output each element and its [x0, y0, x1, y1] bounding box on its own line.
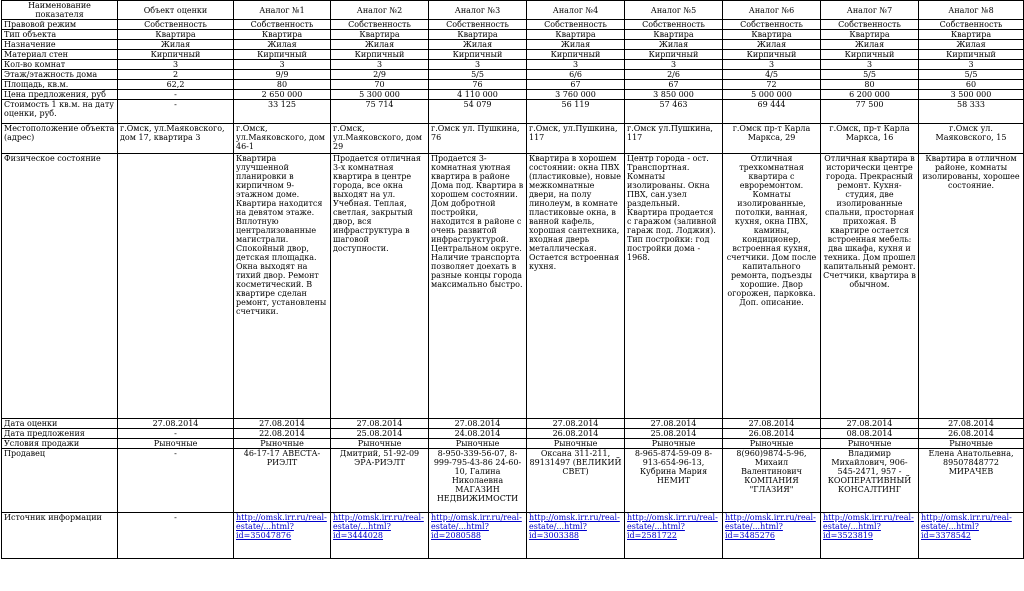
source-link[interactable]: http://omsk.irr.ru/real-estate/...html?id=35047876	[236, 513, 327, 540]
table-cell: Кирпичный	[821, 50, 919, 60]
table-cell: Собственность	[429, 20, 527, 30]
column-header: Аналог №2	[331, 1, 429, 20]
table-cell: Рыночные	[234, 439, 331, 449]
table-cell: Квартира	[234, 30, 331, 40]
table-cell: Квартира	[527, 30, 625, 40]
table-cell: Жилая	[118, 40, 234, 50]
row-label: Продавец	[2, 449, 118, 513]
condition-cell: Отличная трехкомнатная квартира с евроремонтом. Комнаты изолированные, потолки, ванная, кухня, окна ПВХ, камины, кондиционер, встроенная кухня, счетчики. Дом после капитального ремонта, подъезды хорошие. Двор огорожен, парковка. Доп. описание.	[723, 154, 821, 419]
address-cell: г.Омск ул. Маяковского, 15	[919, 124, 1024, 154]
table-cell: Рыночные	[821, 439, 919, 449]
table-cell: 22.08.2014	[234, 429, 331, 439]
table-cell: 58 333	[919, 100, 1024, 124]
table-cell: Кирпичный	[118, 50, 234, 60]
table-cell: -	[118, 100, 234, 124]
seller-cell: Оксана 311-211, 89131497 (ВЕЛИКИЙ СВЕТ)	[527, 449, 625, 513]
table-cell: 56 119	[527, 100, 625, 124]
address-cell: г.Омск, ул.Пушкина, 117	[527, 124, 625, 154]
seller-cell: 8-965-874-59-09 8-913-654-96-13, Кубрина Мария НЕМИТ	[625, 449, 723, 513]
table-cell: 27.08.2014	[118, 419, 234, 429]
column-header: Аналог №8	[919, 1, 1024, 20]
table-cell: 3	[429, 60, 527, 70]
table-cell: Собственность	[723, 20, 821, 30]
row-label: Дата оценки	[2, 419, 118, 429]
source-link[interactable]: http://omsk.irr.ru/real-estate/...html?id=3444028	[333, 513, 424, 540]
table-cell: 5 000 000	[723, 90, 821, 100]
row-label: Дата предложения	[2, 429, 118, 439]
table-cell: 5 300 000	[331, 90, 429, 100]
table-cell: Квартира	[429, 30, 527, 40]
table-cell: 26.08.2014	[919, 429, 1024, 439]
table-cell: 69 444	[723, 100, 821, 124]
address-cell: г.Омск ул.Пушкина, 117	[625, 124, 723, 154]
table-cell: 27.08.2014	[821, 419, 919, 429]
header-row	[2, 1, 1024, 20]
table-cell: 3 500 000	[919, 90, 1024, 100]
table-cell: Жилая	[821, 40, 919, 50]
table-cell: 75 714	[331, 100, 429, 124]
table-cell: Рыночные	[331, 439, 429, 449]
seller-cell: Владимир Михайлович, 906-545-2471, 957 - КООПЕРАТИВНЫЙ КОНСАЛТИНГ	[821, 449, 919, 513]
address-cell: г.Омск, ул.Маяковского, дом 46-1	[234, 124, 331, 154]
source-cell: -	[118, 513, 234, 559]
table-row	[2, 60, 1024, 70]
table-cell: Жилая	[625, 40, 723, 50]
table-cell: 27.08.2014	[527, 419, 625, 429]
table-cell: 27.08.2014	[723, 419, 821, 429]
table-cell: Рыночные	[527, 439, 625, 449]
table-cell: 76	[429, 80, 527, 90]
table-cell: Рыночные	[723, 439, 821, 449]
table-cell: 5/5	[429, 70, 527, 80]
table-cell: 80	[821, 80, 919, 90]
table-row	[2, 50, 1024, 60]
source-link[interactable]: http://omsk.irr.ru/real-estate/...html?id=3485276	[725, 513, 816, 540]
table-cell: 6 200 000	[821, 90, 919, 100]
table-cell: 3	[234, 60, 331, 70]
table-cell: Рыночные	[118, 439, 234, 449]
table-cell: 3	[331, 60, 429, 70]
row-label: Цена предложения, руб	[2, 90, 118, 100]
row-label: Стоимость 1 кв.м. на дату оценки, руб.	[2, 100, 118, 124]
table-cell: 77 500	[821, 100, 919, 124]
table-cell: 27.08.2014	[234, 419, 331, 429]
table-row	[2, 90, 1024, 100]
table-cell: 60	[919, 80, 1024, 90]
address-cell: г.Омск, ул.Маяковского, дом 29	[331, 124, 429, 154]
table-cell: Кирпичный	[527, 50, 625, 60]
source-link[interactable]: http://omsk.irr.ru/real-estate/...html?id=3003388	[529, 513, 620, 540]
table-cell: Кирпичный	[331, 50, 429, 60]
column-header: Объект оценки	[118, 1, 234, 20]
source-link[interactable]: http://omsk.irr.ru/real-estate/...html?id=2080588	[431, 513, 522, 540]
table-cell: 27.08.2014	[331, 419, 429, 429]
table-cell: Рыночные	[429, 439, 527, 449]
table-row	[2, 30, 1024, 40]
table-cell: 57 463	[625, 100, 723, 124]
address-cell: г.Омск пр-т Карла Маркса, 29	[723, 124, 821, 154]
address-cell: г.Омск, пр-т Карла Маркса, 16	[821, 124, 919, 154]
row-label: Кол-во комнат	[2, 60, 118, 70]
row-label: Площадь, кв.м.	[2, 80, 118, 90]
seller-cell: 8(960)9874-5-96, Михаил Валентинович КОМПАНИЯ "ГЛАЗИЯ"	[723, 449, 821, 513]
table-cell: Жилая	[234, 40, 331, 50]
table-cell: Кирпичный	[234, 50, 331, 60]
table-cell: 3	[625, 60, 723, 70]
table-cell: Собственность	[234, 20, 331, 30]
table-cell: 3	[118, 60, 234, 70]
condition-cell: Квартира улучшенной планировки в кирпичном 9-этажном доме. Квартира находится на девятом этаже. Вплотную централизованные магистрали. Спокойный двор, детская площадка. Окна выходят на тихий двор. Ремонт косметический. В квартире сделан ремонт, установлены счетчики.	[234, 154, 331, 419]
table-cell: -	[118, 90, 234, 100]
table-cell: Жилая	[331, 40, 429, 50]
table-row	[2, 429, 1024, 439]
table-cell: 33 125	[234, 100, 331, 124]
source-link[interactable]: http://omsk.irr.ru/real-estate/...html?id=3378542	[921, 513, 1012, 540]
table-cell: 27.08.2014	[429, 419, 527, 429]
table-cell: 5/5	[821, 70, 919, 80]
table-cell: 26.08.2014	[527, 429, 625, 439]
row-label: Местоположение объекта (адрес)	[2, 124, 118, 154]
source-link[interactable]: http://omsk.irr.ru/real-estate/...html?id=3523819	[823, 513, 914, 540]
table-cell: 25.08.2014	[625, 429, 723, 439]
address-cell: г.Омск, ул.Маяковского, дом 17, квартира 3	[118, 124, 234, 154]
column-header: Аналог №3	[429, 1, 527, 20]
table-cell: Жилая	[919, 40, 1024, 50]
seller-cell: Елена Анатольевна, 89507848772 МИРАЧЕВ	[919, 449, 1024, 513]
table-cell: 3	[723, 60, 821, 70]
table-row	[2, 419, 1024, 429]
table-cell: Квартира	[723, 30, 821, 40]
row-label: Материал стен	[2, 50, 118, 60]
table-cell: Кирпичный	[429, 50, 527, 60]
table-cell: 5/5	[919, 70, 1024, 80]
condition-row	[2, 154, 1024, 419]
table-cell: Жилая	[723, 40, 821, 50]
condition-cell: Продается отличная 3-х комнатная квартира в центре города, все окна выходят на ул. Учебная. Теплая, светлая, закрытый двор, вся инфраструктура в шаговой доступности.	[331, 154, 429, 419]
table-cell: Жилая	[527, 40, 625, 50]
table-cell: 27.08.2014	[919, 419, 1024, 429]
table-cell: Квартира	[919, 30, 1024, 40]
table-cell: Собственность	[821, 20, 919, 30]
table-cell: 25.08.2014	[331, 429, 429, 439]
table-cell: 3	[527, 60, 625, 70]
seller-cell: 8-950-339-56-07, 8-999-795-43-86 24-60-10, Галина Николаевна МАГАЗИН НЕДВИЖИМОСТИ	[429, 449, 527, 513]
row-label: Этаж/этажность дома	[2, 70, 118, 80]
table-cell: Кирпичный	[919, 50, 1024, 60]
column-header: Аналог №7	[821, 1, 919, 20]
location-row	[2, 124, 1024, 154]
table-cell: 67	[625, 80, 723, 90]
table-cell: 2/6	[625, 70, 723, 80]
condition-cell: Квартира в отличном районе, комнаты изолированы, хорошее состояние.	[919, 154, 1024, 419]
table-cell: -	[118, 429, 234, 439]
column-header: Аналог №1	[234, 1, 331, 20]
row-label: Условия продажи	[2, 439, 118, 449]
column-header: Наименование показателя	[2, 1, 118, 20]
table-row	[2, 40, 1024, 50]
table-cell: 2 650 000	[234, 90, 331, 100]
seller-cell: Дмитрий, 51-92-09 ЭРА-РИЭЛТ	[331, 449, 429, 513]
table-cell: 27.08.2014	[625, 419, 723, 429]
table-cell: Квартира	[331, 30, 429, 40]
table-cell: Квартира	[821, 30, 919, 40]
table-row	[2, 70, 1024, 80]
column-header: Аналог №6	[723, 1, 821, 20]
table-cell: 4 110 000	[429, 90, 527, 100]
row-label: Физическое состояние	[2, 154, 118, 419]
table-row	[2, 20, 1024, 30]
table-cell: 24.08.2014	[429, 429, 527, 439]
table-cell: Собственность	[527, 20, 625, 30]
table-cell: 67	[527, 80, 625, 90]
table-cell: 9/9	[234, 70, 331, 80]
table-cell: 3 850 000	[625, 90, 723, 100]
table-cell: 26.08.2014	[723, 429, 821, 439]
comparison-table	[1, 0, 1024, 559]
seller-cell: -	[118, 449, 234, 513]
condition-cell: Продается 3-комнатная уютная квартира в районе Дома под. Квартира в хорошем состоянии. Дом добротной постройки, находится в районе с очень развитой инфраструктурой. Центральном округе. Наличие транспорта позволяет доехать в разные концы города максимально быстро.	[429, 154, 527, 419]
source-row	[2, 513, 1024, 559]
row-label: Тип объекта	[2, 30, 118, 40]
column-header: Аналог №5	[625, 1, 723, 20]
table-cell: 08.08.2014	[821, 429, 919, 439]
table-cell: 72	[723, 80, 821, 90]
table-cell: 2/9	[331, 70, 429, 80]
row-label: Источник информации	[2, 513, 118, 559]
table-cell: 54 079	[429, 100, 527, 124]
table-cell: 2	[118, 70, 234, 80]
condition-cell	[118, 154, 234, 419]
table-cell: Собственность	[625, 20, 723, 30]
table-cell: 6/6	[527, 70, 625, 80]
condition-cell: Центр города - ост. Транспортная. Комнаты изолированы. Окна ПВХ, сан.узел раздельный. Квартира продается с гаражом (заливной гараж под. Лоджия). Тип постройки: год постройки дома - 1968.	[625, 154, 723, 419]
table-cell: Квартира	[118, 30, 234, 40]
table-row	[2, 80, 1024, 90]
table-cell: 4/5	[723, 70, 821, 80]
table-cell: 3	[821, 60, 919, 70]
table-cell: Собственность	[919, 20, 1024, 30]
table-cell: Кирпичный	[723, 50, 821, 60]
table-cell: 3 760 000	[527, 90, 625, 100]
address-cell: г.Омск ул. Пушкина, 76	[429, 124, 527, 154]
table-cell: Квартира	[625, 30, 723, 40]
table-cell: Собственность	[331, 20, 429, 30]
table-cell: Рыночные	[625, 439, 723, 449]
table-row	[2, 100, 1024, 124]
table-cell: 70	[331, 80, 429, 90]
row-label: Назначение	[2, 40, 118, 50]
source-link[interactable]: http://omsk.irr.ru/real-estate/...html?id=2581722	[627, 513, 718, 540]
table-cell: Собственность	[118, 20, 234, 30]
seller-cell: 46-17-17 АВЕСТА-РИЭЛТ	[234, 449, 331, 513]
row-label: Правовой режим	[2, 20, 118, 30]
table-cell: Рыночные	[919, 439, 1024, 449]
table-row	[2, 439, 1024, 449]
seller-row	[2, 449, 1024, 513]
table-cell: 62,2	[118, 80, 234, 90]
condition-cell: Квартира в хорошем состоянии: окна ПВХ (пластиковые), новые межкомнатные двери, на полу линолеум, в комнате пластиковые окна, в ванной кафель, хорошая сантехника, входная дверь металлическая. Остается встроенная кухня.	[527, 154, 625, 419]
column-header: Аналог №4	[527, 1, 625, 20]
table-cell: 3	[919, 60, 1024, 70]
table-cell: Кирпичный	[625, 50, 723, 60]
table-cell: 80	[234, 80, 331, 90]
table-cell: Жилая	[429, 40, 527, 50]
condition-cell: Отличная квартира в исторически центре города. Прекрасный ремонт. Кухня-студия, две изолированные спальни, просторная прихожая. В квартире остается встроенная мебель: два шкафа, кухня и техника. Дом прошел капитальный ремонт. Счетчики, квартира в обычном.	[821, 154, 919, 419]
